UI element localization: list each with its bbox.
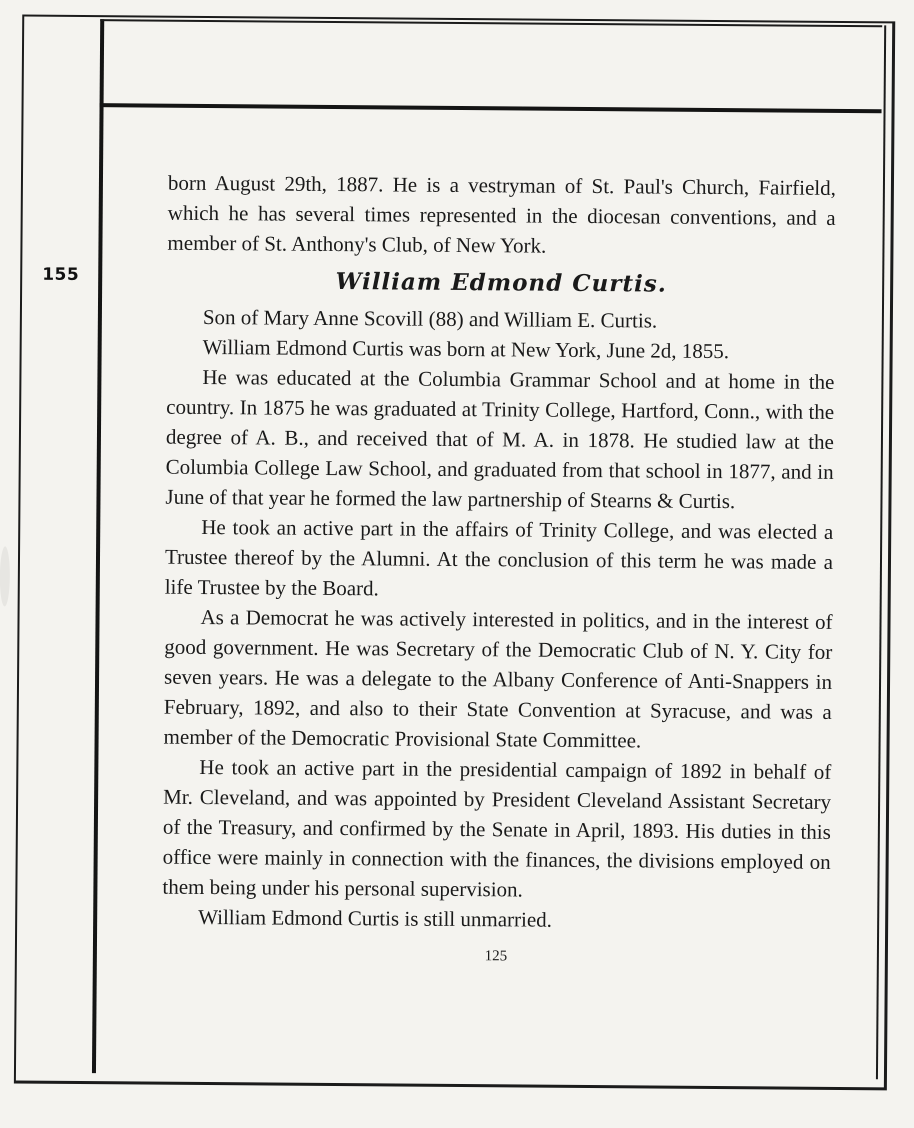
section-heading: William Edmond Curtis. [335, 268, 667, 298]
paragraph-politics: As a Democrat he was actively interested in politics, and in the interest of good government. He was Secretary of the Democratic Club of N. Y. City for seven years. He was a delegate to the Albany Conference of Anti-Snappers in February, 1892, and also to their State Convention at Syracuse, and was a member of the Democratic Provisional State Committee. [163, 604, 833, 753]
intro-paragraph: born August 29th, 1887. He is a vestryman of St. Paul's Church, Fairfield, which he has several times represented in the diocesan conventions, and a member of St. Anthony's Club, of New York. [167, 170, 837, 258]
body-text [162, 168, 836, 969]
paragraph-birth: William Edmond Curtis was born at New York, June 2d, 1855. [202, 334, 730, 364]
header-box [100, 19, 883, 113]
paragraph-trinity: He took an active part in the affairs of Trinity College, and was elected a Trustee thereof by the Alumni. At the conclusion of this term he was made a life Trustee by the Board. [164, 514, 834, 601]
margin-entry-number: 155 [42, 264, 80, 286]
paragraph-marital-status: William Edmond Curtis is still unmarried. [198, 904, 553, 932]
page-number: 125 [484, 948, 508, 965]
paragraph-treasury: He took an active part in the presidential campaign of 1892 in behalf of Mr. Cleveland, and was appointed by President Cleveland Assistant Secretary of the Treasury, and confirmed by the Senate in April, 1893. His duties in this office were mainly in connection with the finances, the divisions employed on them being under his personal supervision. [162, 754, 832, 902]
page-smudge [0, 546, 10, 606]
paragraph-parentage: Son of Mary Anne Scovill (88) and William E. Curtis. [202, 304, 658, 333]
paragraph-education: He was educated at the Columbia Grammar School and at home in the country. In 1875 he was graduated at Trinity College, Hartford, Conn., with the degree of A. B., and received that of M. A. in 1878. He studied law at the Columbia College Law School, and graduated from that school in 1877, and in June of that year he formed the law partnership of Stearns & Curtis. [165, 364, 835, 514]
